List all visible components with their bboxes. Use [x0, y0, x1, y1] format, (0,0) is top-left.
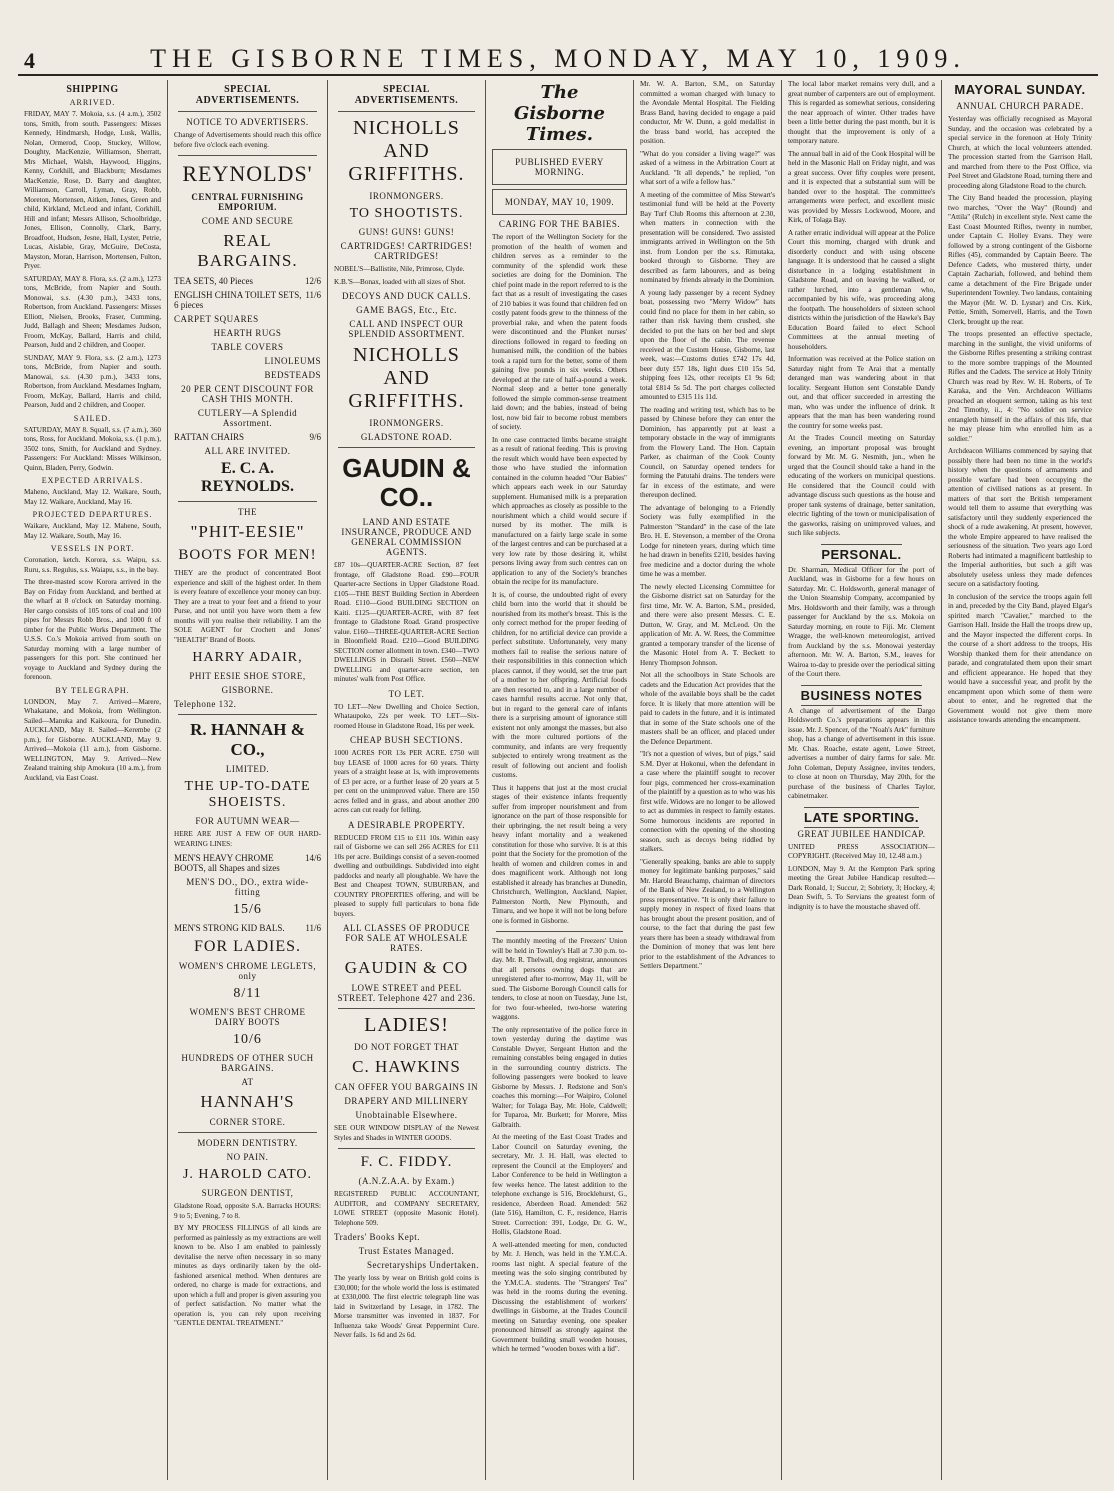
news-paragraph: "Generally speaking, banks are able to supply money for legitimate banking purposes," said Mr. Harold Beauchamp, chairman of directors of the Bank of New Zealand, to a Wellington press representative. "It is only their failure to supply money in respect of fixed loans that has brought about the present position, and of course, to the fact that during the past few years there has been a steady withdrawal from the Dominion of money that was lent here prior to the establishment of the Advances to Settlers Department.": [640, 857, 775, 970]
column-shipping: [18, 80, 168, 1480]
hawkins-title: C. HAWKINS: [352, 1057, 461, 1077]
beds-line: BEDSTEADS: [264, 370, 321, 380]
ladies-title: LADIES!: [364, 1014, 449, 1037]
cato-text: BY MY PROCESS FILLINGS of all kinds are performed as painlessly as my extractions are well known to be. Also I am enabled to painlessly devitalise the nerve often necessary in so many minutes as days ordinarily taken by the old-fashioned arsenical method. When dentures are ordered, no charge is made for extractions, and upon which a full and proper is given assuring you of perfect satisfaction. No matter what the operation is, you can rely upon receiving "GENTLE DENTAL TREATMENT.": [174, 1224, 321, 1327]
news-paragraph: A rather erratic individual will appear at the Police Court this morning, charged with drunk and disorderly conduct and with using obscene language. It is understood that he caused a slight disturbance in a lodging establishment in Gladstone Road, and on leaving he walked, or rather lurched, into a gentleman who, accompanied by his wife, was proceeding along the footpath. The householders of sixteen school districts within the jurisdiction of the Hawke's Bay Education Board failed to elect School Committees at the annual meeting of householders.: [788, 228, 935, 351]
corner-line: CORNER STORE.: [209, 1117, 286, 1127]
price-row: TEA SETS, 40 Pieces 12/6: [174, 276, 321, 286]
adair-title: HARRY ADAIR,: [192, 650, 303, 665]
trust-line: Trust Estates Managed.: [358, 1246, 455, 1257]
tolet-text: TO LET—New Dwelling and Choice Section, Whataupoko, 22s per week. TO LET—Six-roomed House in Gladstone Road, 16s per week.: [334, 702, 479, 730]
news-paragraph: At the meeting of the East Coast Trades and Labor Council on Saturday evening, the secretary, Mr. J. H. Hall, was elected to represent the Council at the Employers' and Labor Conference to be held in Wellington a few weeks hence. The latest addition to the telephone exchange is 516, Brocklehurst, G., residence, Aberdeen Road. Amended: 562 (late 516), Hamilton, C. F., residence, Harris Street. Correction: 391, Lodge, Dr. G. W., Hollis, Gladstone Road.: [492, 1133, 627, 1236]
lowe-line: LOWE STREET and PEEL STREET. Telephone 427 and 236.: [337, 983, 476, 1004]
divider: [338, 1148, 475, 1149]
cutlery-line: CUTLERY—A Splendid Assortment.: [197, 408, 298, 428]
table-line: TABLE COVERS: [211, 342, 284, 352]
game-line: GAME BAGS, Etc., Etc.: [356, 305, 457, 315]
price-row: RATTAN CHAIRS 9/6: [174, 432, 321, 442]
editorial-paragraph: It is, of course, the undoubted right of every child born into the world that it should be nourished from its mother's breast. This is the only correct method for the proper feeding of children, for no artificial device can provide a perfect substitute. Unfortunately, very many mothers fail to realise the serious nature of their responsibilities in this connection which places cannot, if they would, set the true part of a mother to her offspring. Artificial foods are then resorted to, and in a large number of cases harmful results accrue. Not only that, but in regard to the general care of infants there is a surprising amount of ignorance still existent not only amongst the masses, but also with the more cultured portions of the community, and infants are very frequently subjected to entirely wrong treatment as the result of following out ancient and foolish customs.: [492, 590, 627, 779]
mayoral-subheading: ANNUAL CHURCH PARADE.: [956, 101, 1084, 111]
newspaper-title: THE GISBORNE TIMES, MONDAY, MAY 10, 1909.: [150, 44, 966, 73]
news-paragraph: A well-attended meeting for men, conducted by Mr. J. Hench, was held in the Y.M.C.A. rooms last night. A special feature of the meeting was the solo singing contributed by the Y.M.C.A. students. The "Strangers' Tea" was held in the rooms during the evening. Discussing the establishment of workers' dwellings in Gisborne, at the Trades Council meeting on Saturday evening, one speaker pronounced himself as strongly against the Government building small wooden houses, which he termed "wooden boxes with a lid".: [492, 1240, 627, 1353]
reynolds-title: REYNOLDS': [182, 161, 313, 186]
published-line: PUBLISHED EVERY MORNING.: [515, 157, 604, 177]
shipping-heading: SHIPPING: [66, 84, 119, 95]
news-paragraph: "It's not a question of wives, but of pigs," said S.M. Dyer at Hokonui, when the defendant in a case where the plaintiff sought to recover four pigs, commenced her cross-examination of the plaintiff by a question as to who was his first wife. Widows are no longer to be allowed to act as dummies in respect to family estates. Some humorous incidents are reported in connection with the opening of the shooting season, such as decoys being riddled by stalkers.: [640, 750, 775, 853]
date-box: [492, 189, 627, 215]
column-mayoral: [942, 80, 1098, 1480]
cheap-heading: CHEAP BUSH SECTIONS.: [350, 735, 463, 746]
call-line: CALL AND INSPECT OUR SPLENDID ASSORTMENT.: [348, 319, 465, 339]
page-number: 4: [24, 48, 35, 73]
business-heading: BUSINESS NOTES: [788, 688, 935, 703]
cato-address: Gladstone Road, opposite S.A. Barracks HOURS: 9 to 5; Evening, 7 to 8.: [174, 1202, 321, 1220]
nicholls-title-2: NICHOLLS AND GRIFFITHS.: [348, 344, 465, 412]
news-paragraph: Information was received at the Police station on Saturday night from Te Arai that a mentally deranged man was wandering about in that locality. Sergeant Hutton sent Constable Dandy out, and that officer succeeded in arresting the man, who was under the influence of drink. It appears that the man has been wandering round the country for some weeks past.: [788, 355, 935, 430]
personal-paragraph: Dr. Sharman, Medical Officer for the port of Auckland, was in Gisborne for a few hours on Saturday. Mr. C. Holdsworth, general manager of the Union Steamship Company, accompanied by Mrs. Holdsworth and their family, was a through passenger for Auckland by the s.s. Mokoia on Saturday morning, en route to Fiji. Mr. Clement Wragge, the well-known meteorologist, arrived from Auckland by the s.s. Monowai yesterday afternoon. Mr. W. A. Barton, S.M., leaves for Wairoa to-day to preside over the periodical sitting of the Court there.: [788, 565, 935, 678]
classes-line: ALL CLASSES OF PRODUCE FOR SALE AT WHOLESALE RATES.: [343, 923, 470, 954]
divider: [178, 714, 317, 715]
vessels-in-port-subheading: VESSELS IN PORT.: [50, 544, 135, 553]
invited-line: ALL ARE INVITED.: [204, 446, 291, 456]
dentistry-heading: MODERN DENTISTRY.: [197, 1138, 298, 1148]
shipping-paragraph: SATURDAY, MAY 8. Squall, s.s. (7 a.m.), 360 tons, Ross, for Auckland. Mokoia, s.s. (1 p.m.), 3502 tons, Smith, for Auckland and Sydney. Passengers: For Auckland: Misses Wilkinson, Quinn, Bladen, Perry, Godwin.: [24, 425, 161, 472]
footnote-text: The yearly loss by wear on British gold coins is £30,000; for the whole world the loss is estimated at £330,000. The first electric telegraph line was laid in Switzerland by Lesage, in 1782. The Morse transmitter was invented in 1837. For Influenza take Woods' Great Peppermint Cure. Never fails. 1s 6d and 2s 6d.: [334, 1274, 479, 1340]
arrived-subheading: ARRIVED.: [69, 98, 116, 107]
sailed-subheading: SAILED.: [73, 413, 112, 423]
fiddy-sub: (A.N.Z.A.A. by Exam.): [358, 1176, 455, 1187]
caring-heading: CARING FOR THE BABIES.: [498, 219, 621, 229]
gaudin-title-2: GAUDIN & CO: [344, 958, 469, 978]
hundreds-line: HUNDREDS OF OTHER SUCH BARGAINS.: [181, 1053, 314, 1073]
personal-heading: PERSONAL.: [788, 547, 935, 562]
news-paragraph: "What do you consider a living wage?" was asked of a witness in the Arbitration Court at Auckland. "It all depends," he replied, "on what sort of a wife a fellow has.": [640, 149, 775, 186]
shipping-paragraph: Waikare, Auckland, May 12. Mahene, South, May 12. Waikare, South, May 16.: [24, 522, 161, 540]
tolet-heading: TO LET.: [388, 688, 425, 699]
discount-line: 20 PER CENT DISCOUNT FOR CASH THIS MONTH.: [181, 384, 314, 404]
adair-tel: Telephone 132.: [174, 699, 237, 709]
hawkins-sub: CAN OFFER YOU BARGAINS IN: [334, 1082, 479, 1093]
mayoral-heading: MAYORAL SUNDAY.: [954, 82, 1086, 97]
shootists-title: TO SHOOTISTS.: [349, 206, 464, 221]
leglets-line: WOMEN'S CHROME LEGLETS, only: [178, 961, 317, 981]
notice-text: Change of Advertisements should reach this office before five o'clock each evening.: [174, 131, 321, 149]
mayoral-paragraph: The troops presented an effective spectacle, marching in the sunlight, the vivid uniforms of the Gisborne Rifles presenting a striking contrast to the more sombre trappings of the Mounted Rifles and the Cadets. The service at Holy Trinity Church was read by Rev. W. H. Roberts, of Te Karaka, and the Ven. Archdeacon Williams preached an eloquent sermon, taking as his text 2nd Timothy, ii., 4: "No soldier on service entangleth himself in the affairs of this life, that he may please him who enrolled him as a soldier.": [948, 330, 1092, 443]
kbs-line: K.B.'S—Bonax, loaded with all sizes of Shot.: [334, 277, 466, 286]
paper-title: The Gisborne Times.: [514, 82, 605, 145]
price-row: MEN'S STRONG KID BALS. 11/6: [174, 923, 321, 933]
fiddy-title: F. C. FIDDY.: [360, 1154, 453, 1171]
shipping-paragraph: SATURDAY, MAY 8. Flora, s.s. (2 a.m.), 1273 tons, McBride, from Napier and South. Monowai, s.s. (4.30 p.m.), 3433 tons, Robertson, from Auckland. Passengers: Misses Elliott, Nielsen, Brooks, Fraser, Cumming, Judd, Ballagh and Sheen; Mesdames Judson, Froom, McKay, Ballard, Harris and child, Pearson, Judd and 2 children, and Cooper.: [24, 274, 161, 349]
price-row: MEN'S HEAVY CHROME BOOTS, all Shapes and sizes 14/6: [174, 853, 321, 873]
adair-sub: PHIT EESIE SHOE STORE,: [189, 671, 306, 681]
best-line: WOMEN'S BEST CHROME DAIRY BOOTS: [189, 1007, 306, 1027]
gladstone-line: GLADSTONE ROAD.: [360, 432, 453, 442]
shipping-paragraph: LONDON, May 7. Arrived—Marere, Whakatane, and Mokoia, from Wellington. Sailed—Manuka and Kaikoura, for Dunedin. AUCKLAND, May 8. Sailed—Kerembe (2 p.m.), for Gisborne. AUCKLAND, May 9. Arrived—Mokoia (11 a.m.), from Gisborne. WELLINGTON, May 9. Arrived—New Zealand training ship Amokura (10 a.m.), from Auckland, via East Coast.: [24, 697, 161, 782]
nobel-line: NOBEL'S—Ballistite, Nile, Primrose, Clyde.: [334, 265, 465, 273]
nicholls-title: NICHOLLS AND GRIFFITHS.: [348, 117, 465, 185]
news-paragraph: The local labor market remains very dull, and a great number of carpenters are out of employment. This is regarded as somewhat serious, considering the near approach of winter. Other trades have been a little better during the past month, but it is thought that the improvement is only of a temporary nature.: [788, 80, 935, 145]
sec-line: Secretaryships Undertaken.: [367, 1260, 479, 1271]
fiddy-text: REGISTERED PUBLIC ACCOUNTANT, AUDITOR, and COMPANY SECRETARY, LOWE STREET (opposite Masonic Hotel). Telephone 509.: [334, 1190, 479, 1227]
ecr-title: E. C. A. REYNOLDS.: [201, 460, 294, 495]
guns-line: GUNS! GUNS! GUNS!: [358, 227, 455, 237]
ladies-title: FOR LADIES.: [193, 938, 301, 955]
traders-line: Traders' Books Kept.: [334, 1232, 421, 1243]
carpet-line: CARPET SQUARES: [174, 314, 259, 324]
hannahs-title: HANNAH'S: [200, 1092, 295, 1111]
property-listings: £87 10s—QUARTER-ACRE Section, 87 feet frontage, off Gladstone Road. £90—FOUR Quarter-acre Sections in Upper Gladstone Road. £105—THE BEST Building Section in Aberdeen Road. £110—Good BUILDING SECTION on Kaiti. £125—QUARTER-ACRE, with 87 feet frontage to Gladstone Road. Grand prospective value. £160—THREE-QUARTER-ACRE Section in Bloomfield Road. £210—Good BUILDING SECTION corner allotment in town. £340—TWO DWELLINGS in Disraeli Street. £560—NEW DWELLING and quarter-acre section, ten minutes' walk from Post Office.: [334, 561, 479, 684]
the-line: THE: [238, 507, 257, 517]
donot-line: DO NOT FORGET THAT: [354, 1042, 459, 1053]
press-line: UNITED PRESS ASSOCIATION—COPYRIGHT. (Received May 10, 12.48 a.m.): [788, 842, 935, 860]
decoys-line: DECOYS AND DUCK CALLS.: [341, 291, 471, 301]
drapery-line: DRAPERY AND MILLINERY: [344, 1096, 469, 1107]
desirable-text: REDUCED FROM £15 to £11 10s. Within easy rail of Gisborne we can sell 266 ACRES for £11 10s per acre. Buildings consist of a seven-roomed dwelling and outbuildings. Subdivided into eight paddocks and nearly all ploughable. We have the Best and Cheapest TOWN, SUBURBAN, and COUNTRY PROPERTIES offering, and will be pleased to supply full particulars to bona fide buyers.: [334, 833, 479, 918]
columns: [18, 80, 1098, 1480]
shipping-paragraph: Maheno, Auckland, May 12. Waikare, South, May 12. Waikare, Auckland, May 16.: [24, 488, 161, 506]
divider: [178, 111, 317, 112]
special-ads-heading: SPECIAL ADVERTISEMENTS.: [195, 84, 300, 106]
divider: [178, 501, 317, 502]
mens2-price: 15/6: [233, 902, 262, 917]
leglets-price: 8/11: [233, 986, 262, 1001]
adair-town: GISBORNE.: [221, 685, 274, 695]
best-price: 10/6: [233, 1032, 262, 1047]
news-paragraph: The monthly meeting of the Freezers' Union will be held in Townley's Hall at 7.30 p.m. to-day. Mr. R. Thelwall, dog registrar, announces that all persons owning dogs that are unregistered after to-morrow, May 11, will be sued. The Gisborne Borough Council calls for tenders, to close at noon on Tuesday, June 1st, for two four-wheeled, two-horse watering waggons.: [492, 937, 627, 1021]
emporium-line: CENTRAL FURNISHING EMPORIUM.: [191, 192, 304, 212]
shipping-paragraph: Coronation, ketch. Korora, s.s. Waipu, s.s. Ruru, s.s. Regulus, s.s. Waiapu, s.s., in the bay.: [24, 556, 161, 574]
phit-eesie-title: "PHIT-EESIE": [190, 522, 305, 541]
gaudin-title: GAUDIN & CO..: [342, 453, 471, 512]
ironmongers-line: IRONMONGERS.: [369, 418, 444, 428]
column-local: [782, 80, 942, 1480]
divider: [496, 931, 623, 932]
autumn-line: FOR AUTUMN WEAR—: [195, 816, 300, 826]
projected-departures-subheading: PROJECTED DEPARTURES.: [32, 510, 153, 519]
editorial-paragraph: The report of the Wellington Society for the promotion of the health of women and children serves as a reminder to the community of the splendid work these societies are doing for the Dominion. The chief point made in the report referred to is the fact that as a result of investigating the cases of 210 babies it was found that children fed on costly patent foods grew to the thinness of the proverbial rake, and when the patent foods were discontinued and the Plunket nurses' directions followed in regard to feeding on humanised milk, the condition of the babies took a rapid turn for the better, some of them gaining five pounds in six weeks. Others developed at the rate of half-a-pound a week. Normal sleep and a better tone generally followed the simple common-sense treatment laid down; and the babies, instead of being lost, now bid fair to become robust members of society.: [492, 233, 627, 431]
cartridges-line: CARTRIDGES! CARTRIDGES! CARTRIDGES!: [340, 241, 473, 261]
divider: [178, 1132, 317, 1133]
sporting-paragraph: LONDON, May 9. At the Kempton Park spring meeting the Great Jubilee Handicap resulted:—Dark Ronald, 1; Succur, 2; Sobriety, 3; Hockey, 4; Dean Swift, 5. To Servians the greatest form of indignity is to have the moustache shaved off.: [788, 864, 935, 911]
ironmongers-line: IRONMONGERS.: [369, 191, 444, 201]
news-paragraph: Mr. W. A. Barton, S.M., on Saturday committed a woman charged with lunacy to the Avondale Mental Hospital. The Fielding Brass Band, having decided to engage a paid conductor, Mr W. Dunn, a gold medallist in the brass band world, has accepted the position.: [640, 80, 775, 145]
published-box: [492, 149, 627, 185]
limited-line: LIMITED.: [225, 764, 270, 774]
editorial-paragraph: In one case contracted limbs became straight as a result of rational feeding. This is proving the result which would have been expected by those who have studied the information contained in the column headed "Our Babies" which appears each week in our Saturday supplement. Humanised milk is a preparation which approaches as closely as possible to the nourishment which a child would secure if nursed by its mother. The milk is manufactured on a fairly large scale in some of the largest centres and can be purchased at a very low rate by those desiring it, whilst persons living away from such centres can on application to any of the Society's branches obtain the recipe for its manufacture.: [492, 435, 627, 586]
editorial-paragraph: Thus it happens that just at the most crucial stages of their existence infants frequently suffer from improper nourishment and from ignorance on the part of those responsible for their upbringing, the net result being a very heavy infant mortality and a weakened constitution for those who survive. It is at this point that the Society for the promotion of the health of women and children comes in and does magnificent work. Although not long established it already has branches at Dunedin, Christchurch, Wellington, Auckland, Napier, Palmerston North, New Plymouth, and Timaru, and we hope it will not be long before one is formed in Gisborne.: [492, 783, 627, 925]
desirable-heading: A DESIRABLE PROPERTY.: [347, 819, 466, 830]
window-text: SEE OUR WINDOW DISPLAY of the Newest Styles and Shades in WINTER GOODS.: [334, 1124, 479, 1142]
real-bargains: REAL BARGAINS.: [197, 231, 298, 270]
late-sporting-heading: LATE SPORTING.: [788, 810, 935, 825]
jubilee-heading: GREAT JUBILEE HANDICAP.: [797, 828, 926, 839]
mayoral-paragraph: In conclusion of the service the troops again fell in and, preceded by the City Band, played Elgar's spirited march "Cavalier," marched to the Garrison Hall. Inside the Hall the troops drew up, and the Mayor inspected the different corps. In the course of a short address to the troops, His Worship thanked them for their attendance on parade, and congratulated them upon their smart and efficient appearance. He hoped that they would have a successful year, and profit by the encampment upon which some of them were about to enter, and he regretted that the Government would not give them more assistance towards attending the encampment.: [948, 592, 1092, 724]
news-paragraph: At the Trades Council meeting on Saturday evening, an important proposal was brought forward by Mr. M. G. Nesmith, jun., when he urged that the Council should take a hand in the educating of the workers on municipal questions. He considered that the Council could with advantage discuss such questions as the house and proper tank systems of drainage, better sanitation, electric lighting of the town or municipalisation of the gasworks, raising on unimproved values, and such like subjects.: [788, 434, 935, 537]
mayoral-paragraph: Yesterday was officially recognised as Mayoral Sunday, and the occasion was celebrated by a special service in the forenoon at Holy Trinity Church, at which the local volunteers attended. The procession started from the Garrison Hall, and marched from there to the Post Office, via Peel Street and Gladstone Road, turning there and proceeding along Gladstone Road to the church.: [948, 115, 1092, 190]
shipping-paragraph: SUNDAY, MAY 9. Flora, s.s. (2 a.m.), 1273 tons, McBride, from Napier and south. Manowai, s.s. (4.30 p.m.), 3433 tons, Robertson, from Auckland. Mesdames Ingham, Froom, McKay, Ballard, Harris and child, Pearson, Judd and 2 children, and Cooper.: [24, 353, 161, 409]
divider: [338, 447, 475, 448]
mens2-line: MEN'S DO., DO., extra wide-fitting: [186, 877, 309, 897]
cheap-text: 1000 ACRES FOR 13s PER ACRE. £750 will buy LEASE of 1000 acres for 60 years. Thirty years of a straight lease at 1s, with improvements of £3 per acre, or a further lease of 20 years at 5 per cent on the unimproved value. There are 150 acres felled and in grass, and about another 200 acres can cut ready for felling.: [334, 749, 479, 815]
boots-title: BOOTS FOR MEN!: [178, 547, 317, 563]
news-paragraph: The annual ball in aid of the Cook Hospital will be held in the Masonic Hall on Friday night, and was a great success. Over fifty couples were present, and it is expected that a substantial sum will be handed over to the hospital. The committee's arrangements were perfect, and excellent music was provided by Messrs Lockwood, Moore, and Kirk, of Tolaga Bay.: [788, 149, 935, 224]
news-paragraph: The reading and writing test, which has to be passed by Chinese before they can enter the Dominion, has apparently put at least a temporary obstacle in the way of immigrants from the Flowery Land. The Hon. Captain Parker, as chairman of the Cook County Council, on Saturday opened tenders for forming the Patutahi drains. The tenders were far in excess of the estimate, and were thereupon declined.: [640, 405, 775, 499]
column-advertisements-2: [328, 80, 486, 1480]
autumn-text: HERE ARE JUST A FEW OF OUR HARD-WEARING LINES:: [174, 830, 321, 848]
phit-eesie-text: THEY are the product of concentrated Boot experience and skill of the highest order. In them is every feature of excellence your money can buy. They are a treat to your feet and a friend to your Purse, and not until you have worn them a few months will you realise their reliability. I am the SOLE AGENT for Crochett and Jones' "HEALTH" Brand of Boots.: [174, 569, 321, 644]
special-ads-heading: SPECIAL ADVERTISEMENTS.: [354, 84, 459, 106]
news-paragraph: The advantage of belonging to a Friendly Society was fully exemplified in the Palmerston "Standard" in the case of the late Bro. H. E. Stevenson, a member of the Orona Lodge for nineteen years, during which time he had drawn in benefits £210, besides having free medicine and a doctor during the whole time he was a member.: [640, 503, 775, 578]
shipping-paragraph: The three-masted scow Korora arrived in the Bay on Friday from Auckland, and berthed at the wharf at 8 o'clock on Saturday morning. Her cargo consists of 105 tons of coal and 100 pipes for Messrs Robb Bros., and 1000 ft of timber for the Public Works Department. The U.S.S. Co.'s Mokoia arrived from south on Saturday morning with a large number of passengers for this port. She continued her voyage to Auckland and Sydney during the forenoon.: [24, 578, 161, 681]
mayoral-paragraph: Archdeacon Williams commenced by saying that possibly there had been no time in the world's history when the questions of armaments and possible warfare had been occupying the attention of civilised nations as at present. In matters of that sort the British temperament would tell them to assume that everything was satisfactory until they suddenly experienced the shock of a rude awakening. At present, however, the whole Empire appeared to have realised the seriousness of the situation. Two years ago Lord Roberts had intimated a magnificent battleship to the Imperial authorities, but such a gift was absolutely useless unless they made defences secure on a satisfactory footing.: [948, 447, 1092, 588]
cato-title: J. HAROLD CATO.: [182, 1167, 313, 1182]
masthead: [18, 42, 1098, 76]
by-telegraph-subheading: BY TELEGRAPH.: [55, 685, 130, 695]
price-row: ENGLISH CHINA TOILET SETS, 6 pieces 11/6: [174, 290, 321, 310]
hannah-title: R. HANNAH & CO.,: [190, 720, 305, 759]
mayoral-paragraph: The City Band headed the procession, playing two marches, "Over the Way" (Round) and "Attila" (Rulch) in excellent style. Next came the East Coast Mounted Rifles, twenty in number, under Captain C. Holley Evans. They were followed by a strong contingent of the Gisborne Rifles (45), commanded by Captain Beere. The Defence Cadets, who mustered thirty, under Captain Zachariah, followed, and behind them came a detachment of the Fire Brigade under Superintendent Townley. Two landaus, containing the Mayor (Mr. W. D. Lysnar) and Crs. Kirk, Pettie, Smith, Somervell, Harris, and the Town Clerk, brought up the rear.: [948, 194, 1092, 326]
news-paragraph: Not all the schoolboys in State Schools are cadets and the Education Act provides that the whole of the available boys shall be the cadet force. It is likely that more attention will be paid to cadets in the future, and it is intimated that in some of the State schools one of the masters shall be an officer, and placed under the Defence Department.: [640, 671, 775, 746]
column-editorial: [486, 80, 634, 1480]
notice-heading: NOTICE TO ADVERTISERS.: [186, 117, 309, 127]
uptodate-title: THE UP-TO-DATE SHOEISTS.: [184, 779, 311, 810]
column-news: [634, 80, 782, 1480]
column-advertisements-1: [168, 80, 328, 1480]
unobtainable-line: Unobtainable Elsewhere.: [355, 1110, 458, 1121]
land-line: LAND AND ESTATE INSURANCE, PRODUCE AND GENERAL COMMISSION AGENTS.: [341, 517, 472, 558]
news-paragraph: The only representative of the police force in town yesterday during the daytime was Constable Dwyer, Sergeant Hutton and the remaining constables being engaged in duties in the surrounding country districts. The following passengers were booked to leave Gisborne by Messrs. J. Redstone and Son's coaches this morning:—For Waipiro, Colonel Walter; for Tolaga Bay, Mr. Hole, Caldwell; for Tuparoa, Mr. Burkett; for Morere, Miss Galbraith.: [492, 1025, 627, 1129]
hearth-line: HEARTH RUGS: [213, 328, 282, 338]
at-line: AT: [241, 1077, 254, 1087]
news-paragraph: A young lady passenger by a recent Sydney boat, possessing two "Merry Widow" hats could find no place for them in her cabin, so rather than risk having them crushed, she decided to put the hats on her bed and slept upon the floor of the cabin. The revenue received at the Custom House, Gisborne, last week, was:—Customs duties £742 17s 4d, beer duty £57 18s, light dues £10 15s 5d, shipping fees 12s, other receipts £1 9s 6d; total £814 5s 5d. The port charges collected amounted to £315 11s 11d.: [640, 288, 775, 401]
come-line: COME AND SECURE: [201, 216, 294, 226]
business-paragraph: A change of advertisement of the Dargo Holdsworth Co.'s preparations appears in this issue. Mr. J. Spencer, of the "Noah's Ark" furniture shop, has a change of advertisement in this issue. Mr. Chas. Roache, estate agent, Lowe Street, advertises a number of dairy farms for sale. Mr. John Coleman, Deputy Assignee, invites tenders, to close at noon on Thursday, May 20th, for the purchase of the business of Charles Taylor, cabinetmaker.: [788, 706, 935, 800]
divider: [178, 155, 317, 156]
expected-arrivals-subheading: EXPECTED ARRIVALS.: [41, 476, 144, 485]
surgeon-line: SURGEON DENTIST,: [201, 1188, 294, 1198]
news-paragraph: A meeting of the committee of Miss Stewart's testimonial fund will be held at the Poverty Bay Turf Club Rooms this afternoon at 2.30, when matters in connection with the presentation will be considered. Two assisted immigrants arrived in Wellington on the 5th inst. from London per the s.s. Rimutaka, booked through to Gisborne. They are described as farm labourers, and as being nominated by friends already in the Dominion.: [640, 190, 775, 284]
divider: [338, 1008, 475, 1009]
news-paragraph: The newly elected Licensing Committee for the Gisborne district sat on Saturday for the first time, Mr. W. A. Barton, S.M., presided, and there were also present Messrs. C. E. Dutton, W. Gray, and M. McLeod. On the application of Mr. A. W. Rees, the Committee granted a temporary transfer of the license of the Masonic Hotel from A. T. Beckett to Henry Thompson Johnson.: [640, 582, 775, 667]
divider: [338, 111, 475, 112]
shipping-paragraph: FRIDAY, MAY 7. Mokoia, s.s. (4 a.m.), 3502 tons, Smith, from south. Passengers: Misses Kennedy, Hindmarsh, Hodge, Lusk, Wallis, Nolan, Ormerod, Coop, Stuckey, Willow, Doughty, MacKenzie, Williamson, Sherratt, Mrs Michael, Walsh, Haywood, Higgins, Kenny, Corkhill, and Blackburn; Mesdames MacKenzie, Rose, D. Barry and daughter, Williamson, Carroll, Lyman, Gray, Robb, Moreton, Mortensen, Aitken, Jones, Green and child, Kirkland, McLeod and infant, Corkhill, Hill and infant; Messrs Allison, Schoolbridge, Jones, Ellison, Connolly, Clark, Barry, Broadfoot, Hudson, Jesne, Hall, Lyster, Petrie, Lucas, Aislabie, Gray, McGuire, DeCosta, Mayston, Moran, Harrison, Mortensen, Fulton, Pryer.: [24, 110, 161, 270]
date-line: MONDAY, MAY 10, 1909.: [504, 197, 615, 207]
nopain-line: NO PAIN.: [226, 1152, 269, 1162]
lino-line: LINOLEUMS: [264, 356, 321, 366]
